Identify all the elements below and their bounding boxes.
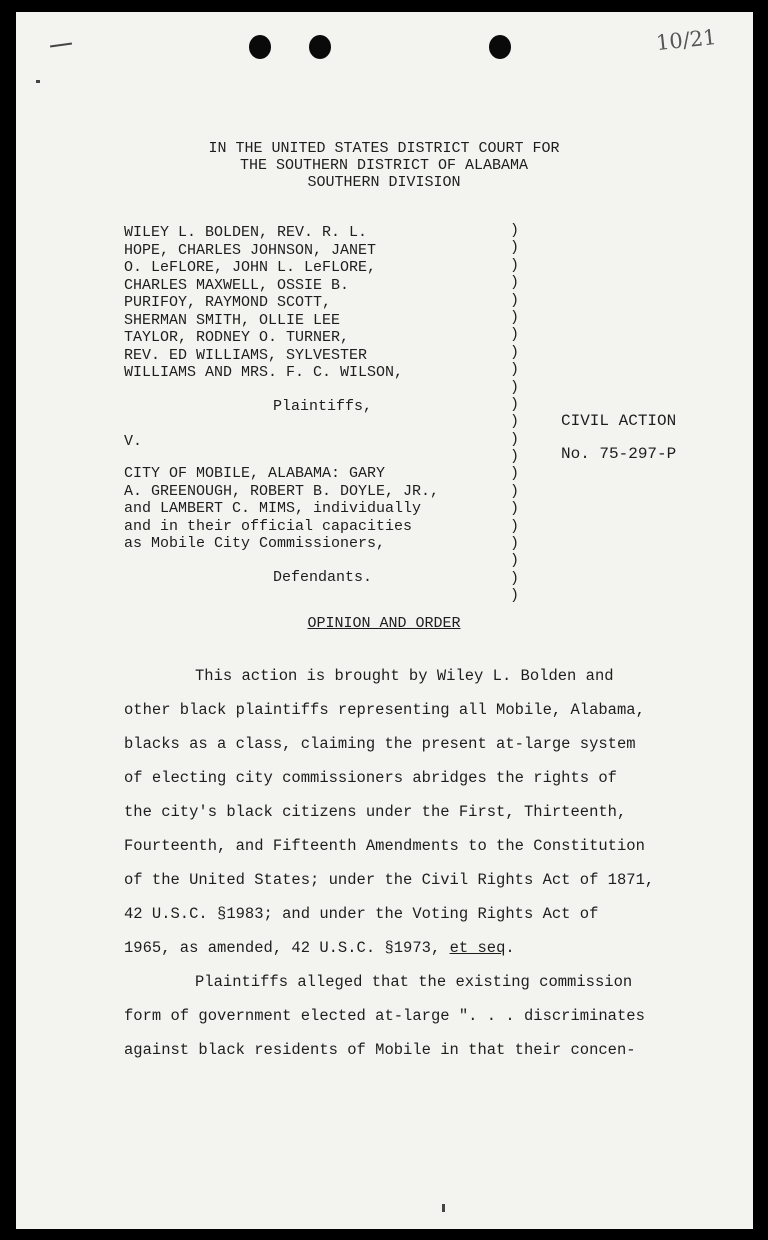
plaintiffs-line: O. LeFLORE, JOHN L. LeFLORE,	[124, 259, 377, 276]
paragraph-line: This action is brought by Wiley L. Bolden and	[195, 667, 614, 685]
plaintiffs-line: WILEY L. BOLDEN, REV. R. L.	[124, 224, 368, 241]
paragraph-line	[124, 939, 515, 957]
paragraph-line: Fourteenth, and Fifteenth Amendments to the Constitution	[124, 837, 645, 855]
plaintiffs-line: PURIFOY, RAYMOND SCOTT,	[124, 294, 332, 311]
plaintiffs-line: CHARLES MAXWELL, OSSIE B.	[124, 276, 350, 294]
paragraph-text: 1965, as amended, 42 U.S.C. §1973,	[124, 939, 450, 957]
document-title: OPINION AND ORDER	[307, 615, 461, 632]
paragraph-text: .	[505, 939, 515, 957]
court-header-line: IN THE UNITED STATES DISTRICT COURT FOR	[208, 140, 560, 157]
court-header-line: THE SOUTHERN DISTRICT OF ALABAMA	[239, 157, 529, 174]
plaintiffs-line: HOPE, CHARLES JOHNSON, JANET	[124, 241, 377, 259]
plaintiffs-label: Plaintiffs,	[273, 398, 373, 415]
paper-speck	[36, 80, 40, 83]
paragraph-line: of electing city commissioners abridges the rights of	[124, 769, 617, 787]
handwritten-note: 10/21	[654, 24, 718, 56]
plaintiffs-line: WILLIAMS AND MRS. F. C. WILSON,	[124, 364, 404, 381]
caption-bracket: ) ) ) ) ) ) ) ) ) ) ) ) ) ) ) ) ) ) ) ) ) )	[510, 222, 520, 605]
defendants-line: and in their official capacities	[124, 517, 413, 535]
punch-hole	[309, 35, 331, 59]
versus-label: V.	[124, 433, 143, 450]
plaintiffs-line: SHERMAN SMITH, OLLIE LEE	[124, 311, 341, 329]
paper-speck	[442, 1204, 445, 1212]
plaintiffs-line: REV. ED WILLIAMS, SYLVESTER	[124, 346, 368, 364]
paragraph-line: 42 U.S.C. §1983; and under the Voting Rights Act of	[124, 905, 599, 923]
defendants-line: A. GREENOUGH, ROBERT B. DOYLE, JR.,	[124, 482, 440, 500]
paragraph-line: the city's black citizens under the First, Thirteenth,	[124, 803, 627, 821]
defendants-line: CITY OF MOBILE, ALABAMA: GARY	[124, 465, 386, 482]
defendants-line: as Mobile City Commissioners,	[124, 535, 386, 552]
paragraph-line: of the United States; under the Civil Rights Act of 1871,	[124, 871, 655, 889]
plaintiffs-line: TAYLOR, RODNEY O. TURNER,	[124, 329, 350, 346]
defendants-label: Defendants.	[273, 569, 373, 586]
case-number: No. 75-297-P	[561, 445, 677, 463]
paragraph-line: blacks as a class, claiming the present at-large system	[124, 735, 636, 753]
defendants-line: and LAMBERT C. MIMS, individually	[124, 500, 422, 517]
punch-hole	[489, 35, 511, 59]
et-seq-citation: et seq	[449, 939, 506, 957]
court-header-line: SOUTHERN DIVISION	[307, 174, 461, 191]
paragraph-line: against black residents of Mobile in that their concen-	[124, 1041, 636, 1059]
paragraph-line: other black plaintiffs representing all Mobile, Alabama,	[124, 701, 645, 719]
civil-action-label: CIVIL ACTION	[561, 412, 677, 430]
paragraph-line: Plaintiffs alleged that the existing commission	[195, 973, 633, 991]
punch-hole	[249, 35, 271, 59]
paragraph-line: form of government elected at-large ". . . discriminates	[124, 1007, 645, 1025]
